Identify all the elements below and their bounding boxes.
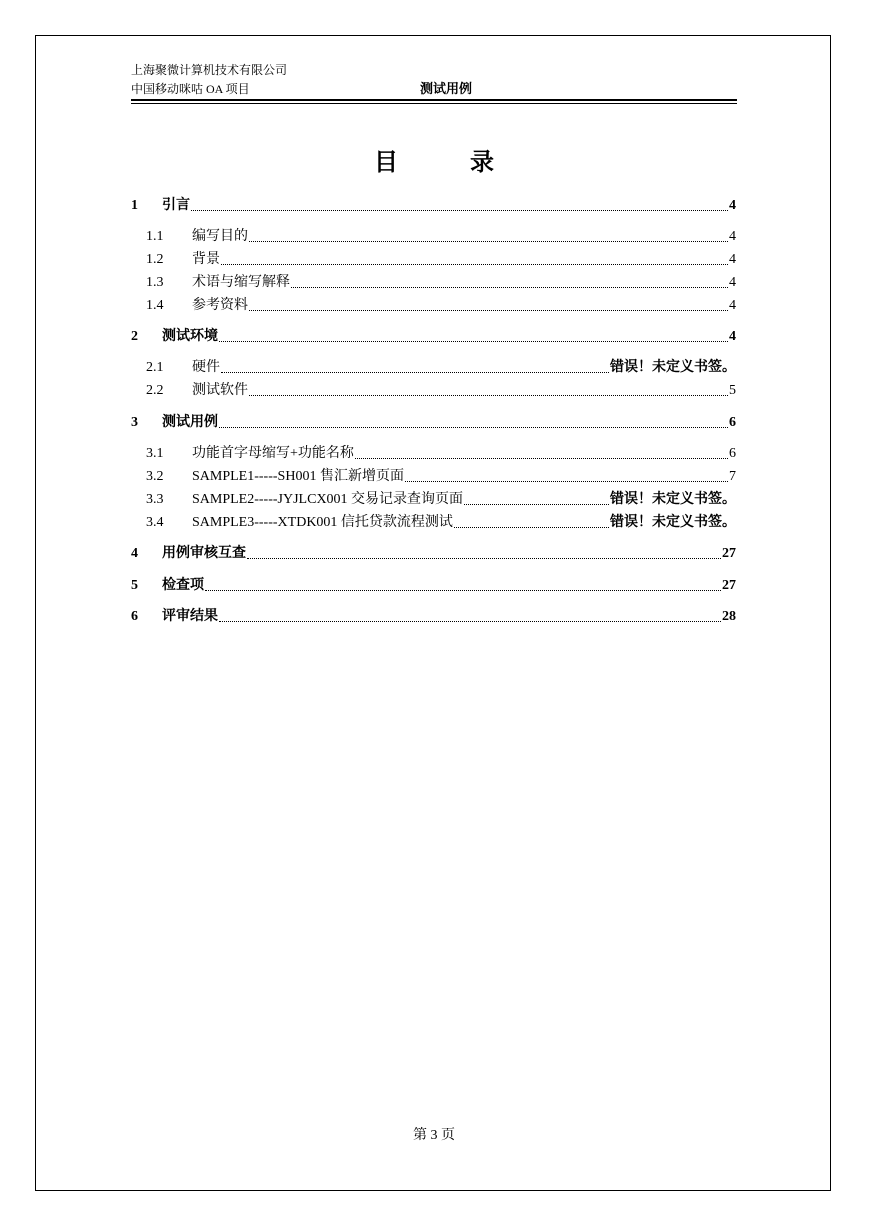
toc-entry-label: 硬件 [192,360,220,375]
toc-entry-number: 5 [131,578,138,593]
toc-entry-page: 27 [722,546,736,561]
toc-dot-leader [291,277,728,289]
toc-entry-label: SAMPLE2-----JYJLCX001 交易记录查询页面 [192,492,464,507]
toc-entry-label: SAMPLE3-----XTDK001 信托贷款流程测试 [192,515,453,530]
header-rule-thin [131,103,737,104]
toc-entry[interactable] [131,358,736,378]
toc-entry[interactable] [131,196,736,216]
toc-entry-label: 测试软件 [192,383,248,398]
toc-entry-page: 27 [722,578,736,593]
toc-dot-leader [221,254,728,266]
toc-entry[interactable] [131,381,736,401]
toc-dot-leader [205,580,721,592]
toc-entry-label: 术语与缩写解释 [192,275,290,290]
toc-entry-page: 5 [729,383,736,398]
toc-entry-page: 4 [729,275,736,290]
toc-entry-number: 1.3 [146,275,164,290]
toc-entry-page: 4 [729,298,736,313]
toc-entry-label: 背景 [192,252,220,267]
toc-entry-label: 测试用例 [162,415,218,430]
toc-entry-page: 4 [729,229,736,244]
toc-entry-number: 1.2 [146,252,164,267]
toc-entry-number: 1.1 [146,229,164,244]
toc-entry-number: 2 [131,329,138,344]
toc-entry-label: SAMPLE1-----SH001 售汇新增页面 [192,469,404,484]
toc-dot-leader [454,517,609,529]
toc-dot-leader [219,611,721,623]
toc-entry-page: 4 [729,252,736,267]
header-rule-thick [131,99,737,101]
toc-dot-leader [249,300,728,312]
toc-entry-page: 错误！未定义书签。 [610,360,736,375]
toc-dot-leader [249,385,728,397]
toc-entry[interactable] [131,327,736,347]
toc-entry-number: 1 [131,198,138,213]
toc-entry[interactable] [131,250,736,270]
toc-entry[interactable] [131,444,736,464]
toc-entry[interactable] [131,576,736,596]
toc-entry-page: 错误！未定义书签。 [610,492,736,507]
toc-entry[interactable] [131,273,736,293]
toc-entry-number: 3.4 [146,515,164,530]
toc-entry-number: 3.3 [146,492,164,507]
toc-entry-label: 测试环境 [162,329,218,344]
toc-entry-page: 错误！未定义书签。 [610,515,736,530]
toc-dot-leader [221,362,609,374]
toc-dot-leader [191,200,728,212]
toc-entry[interactable] [131,607,736,627]
toc-entry-page: 4 [729,198,736,213]
toc-entry-page: 28 [722,609,736,624]
toc-dot-leader [219,417,728,429]
toc-entry-page: 6 [729,446,736,461]
toc-entry-number: 3 [131,415,138,430]
toc-entry-page: 4 [729,329,736,344]
company-name: 上海聚微计算机技术有限公司 [131,63,288,77]
toc-dot-leader [247,548,721,560]
toc-entry[interactable] [131,490,736,510]
project-name: 中国移动咪咕 OA 项目 [131,82,250,96]
toc-entry-label: 用例审核互查 [162,546,246,561]
toc-entry-label: 检查项 [162,578,204,593]
toc-entry-number: 3.2 [146,469,164,484]
toc-title: 目录 [374,150,566,176]
toc-entry-label: 参考资料 [192,298,248,313]
toc-dot-leader [249,231,728,243]
toc-entry-number: 3.1 [146,446,164,461]
toc-entry-label: 引言 [162,198,190,213]
toc-entry[interactable] [131,467,736,487]
toc-entry-page: 7 [729,469,736,484]
toc-dot-leader [464,494,609,506]
toc-entry[interactable] [131,296,736,316]
document-title: 测试用例 [420,81,473,96]
toc-entry-number: 2.2 [146,383,164,398]
toc-entry-number: 4 [131,546,138,561]
toc-entry-number: 6 [131,609,138,624]
toc-entry-number: 1.4 [146,298,164,313]
toc-entry-label: 编写目的 [192,229,248,244]
toc-entry-label: 功能首字母缩写+功能名称 [192,446,354,461]
toc-dot-leader [405,471,728,483]
toc-entry[interactable] [131,227,736,247]
toc-entry-number: 2.1 [146,360,164,375]
toc-entry-page: 6 [729,415,736,430]
toc-dot-leader [219,331,728,343]
toc-entry[interactable] [131,413,736,433]
toc-entry-label: 评审结果 [162,609,218,624]
toc-entry[interactable] [131,513,736,533]
page-header [131,60,737,105]
toc-entry[interactable] [131,544,736,564]
page-number: 第 3 页 [413,1128,455,1143]
toc-dot-leader [355,448,728,460]
